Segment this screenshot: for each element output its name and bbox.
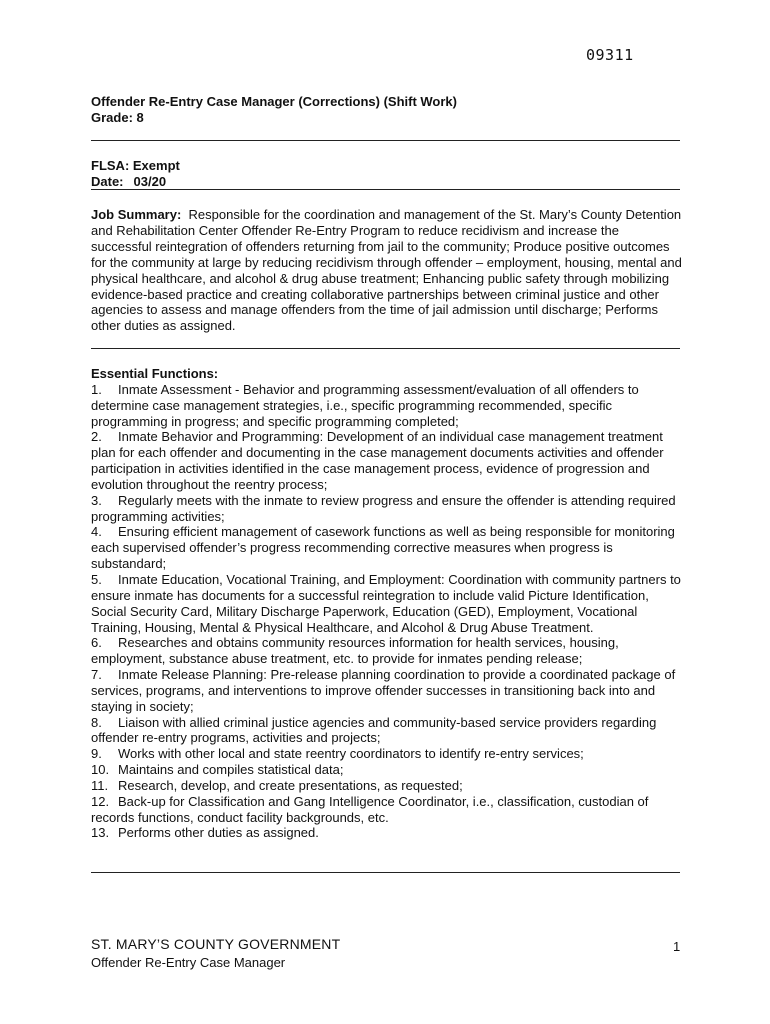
job-grade: Grade: 8 (91, 110, 144, 125)
list-item-number: 9. (91, 746, 102, 762)
list-item (91, 524, 683, 572)
list-item-text: Inmate Release Planning: Pre-release planning coordination to provide a coordinated package of services, programs, and interventions to improve offender successes in transitioning back into and staying in society; (91, 667, 676, 714)
divider-top (91, 140, 680, 141)
list-item-text: Ensuring efficient management of casework functions as well as being responsible for monitoring each supervised offender’s progress recommending corrective measures when progress is substandard; (91, 524, 675, 572)
list-item-text: Researches and obtains community resources information for health services, housing, employment, substance abuse treatment, etc. to provide for inmates pending release; (91, 635, 619, 667)
date-label: Date: (91, 174, 124, 189)
list-item-number: 7. (91, 667, 102, 683)
list-item (91, 382, 683, 430)
job-title: Offender Re-Entry Case Manager (Corrections) (Shift Work) (91, 94, 457, 109)
document-number: 09311 (586, 46, 634, 64)
list-item-number: 2. (91, 429, 102, 445)
job-summary (91, 207, 683, 334)
job-summary-text: Responsible for the coordination and management of the St. Mary’s County Detention and Rehabilitation Center Offender Re-Entry Program to reduce recidivism and increase the successful reintegration of offenders returning from jail to the community; Produce positive outcomes for the community at large by reducing recidivism through offender – employment, housing, mental and physical healthcare, and alcohol & drug abuse treatment; Enhancing public safety through mobilizing evidence-based practice and creating collaborative partnerships between criminal justice and other agencies to assess and manage offenders from the time of jail admission until discharge; Performs other duties as assigned. (91, 207, 682, 334)
list-item-number: 8. (91, 714, 102, 730)
list-item-text: Liaison with allied criminal justice agencies and community-based service providers regarding offender re-entry programs, activities and projects; (91, 714, 657, 746)
list-item-text: Performs other duties as assigned. (118, 825, 319, 841)
list-item-number: 5. (91, 571, 102, 587)
list-item-text: Inmate Assessment - Behavior and programming assessment/evaluation of all offenders to determine case management strategies, i.e., specific programming recommended, specific programming in progress; and specific programming completed; (91, 381, 639, 429)
list-item (91, 493, 683, 525)
list-item-text: Inmate Behavior and Programming: Development of an individual case management treatment plan for each offender and documenting in the case management documents activities and offender participation in activities identified in the case management process, evidence of progression and evolution throughout the reentry process; (91, 429, 664, 492)
divider-bottom (91, 872, 680, 873)
page-number: 1 (673, 939, 681, 954)
flsa-status: FLSA: Exempt (91, 158, 180, 173)
list-item (91, 572, 683, 635)
essential-functions-list (91, 382, 683, 841)
list-item-number: 10. (91, 762, 110, 778)
date-line (91, 174, 180, 190)
list-item (91, 715, 683, 747)
list-item-text: Maintains and compiles statistical data; (118, 762, 344, 778)
footer-organization: ST. MARY’S COUNTY GOVERNMENT (91, 936, 341, 952)
list-item-text: Back-up for Classification and Gang Intelligence Coordinator, i.e., classification, custodian of records functions, conduct facility backgrounds, etc. (91, 793, 649, 825)
list-item-number: 11. (91, 777, 109, 793)
job-title-block (91, 94, 457, 126)
list-item-number: 3. (91, 492, 102, 508)
list-item (91, 794, 683, 826)
list-item (91, 667, 683, 715)
list-item (91, 825, 683, 841)
list-item-number: 13. (91, 825, 110, 841)
meta-block (91, 158, 180, 190)
job-summary-label: Job Summary: (91, 207, 182, 222)
list-item-number: 12. (91, 793, 110, 809)
list-item-number: 1. (91, 381, 102, 397)
list-item (91, 762, 683, 778)
list-item-text: Regularly meets with the inmate to review progress and ensure the offender is attending required programming activities; (91, 492, 676, 524)
list-item (91, 746, 683, 762)
list-item (91, 778, 683, 794)
list-item-text: Works with other local and state reentry coordinators to identify re-entry services; (118, 746, 584, 762)
footer-subtitle: Offender Re-Entry Case Manager (91, 955, 286, 970)
divider-summary (91, 348, 680, 349)
list-item-text: Inmate Education, Vocational Training, and Employment: Coordination with community partners to ensure inmate has documents for a successful reintegration to include valid Picture Identification, Social Security Card, Military Discharge Paperwork, Education (GED), Employment, Vocational Training, Housing, Mental & Physical Healthcare, and Alcohol & Drug Abuse Treatment. (91, 571, 681, 635)
date-value: 03/20 (133, 174, 167, 189)
essential-functions (91, 366, 683, 841)
list-item-number: 6. (91, 635, 102, 651)
list-item (91, 635, 683, 667)
essential-functions-heading: Essential Functions: (91, 366, 219, 381)
list-item-text: Research, develop, and create presentations, as requested; (118, 777, 463, 793)
divider-meta (91, 189, 680, 190)
list-item (91, 429, 683, 492)
list-item-number: 4. (91, 524, 102, 540)
